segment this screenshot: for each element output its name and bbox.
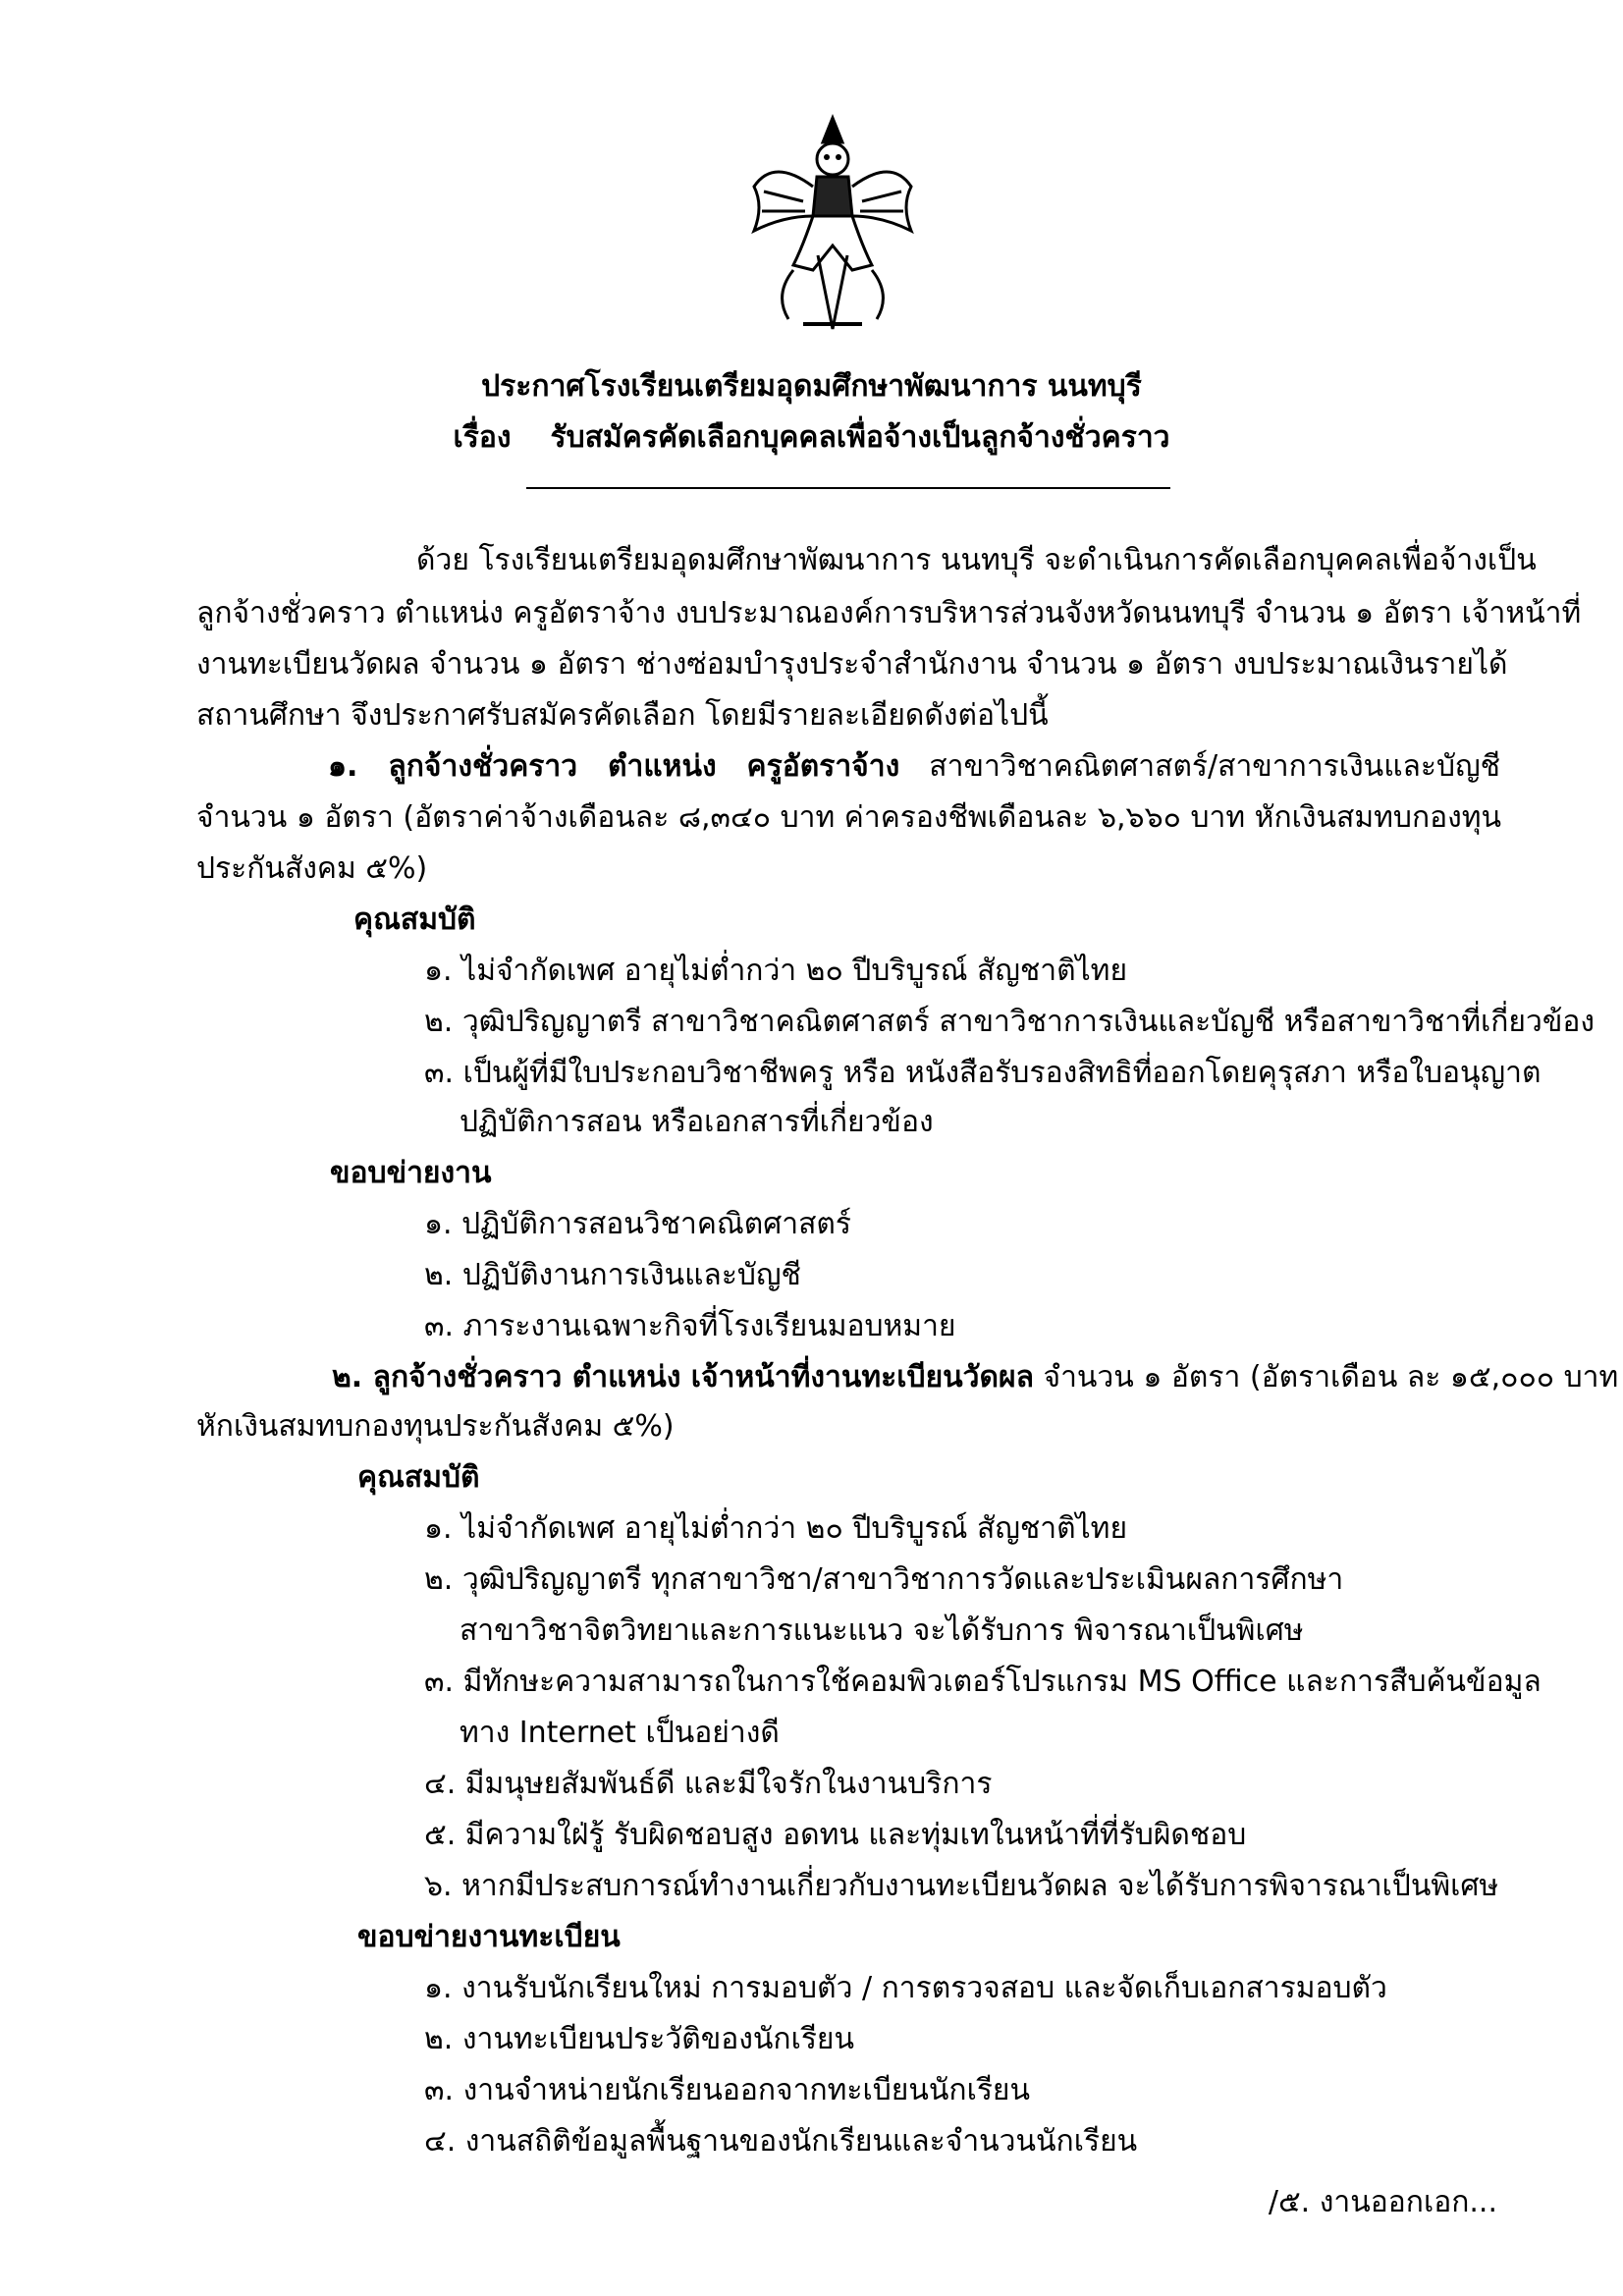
section2-heading-rest: จำนวน ๑ อัตรา (อัตราเดือน ละ ๑๕,๐๐๐ บาท xyxy=(1043,1360,1619,1394)
section1-scope-heading: ขอบข่ายงาน xyxy=(330,1156,492,1190)
section1-qualifications-heading: คุณสมบัติ xyxy=(353,902,476,937)
list-item: ๑. ปฏิบัติการสอนวิชาคณิตศาสตร์ xyxy=(424,1207,852,1241)
page-continuation: /๕. งานออกเอก... xyxy=(1268,2185,1497,2219)
section1-heading-rest: สาขาวิชาคณิตศาสตร์/สาขาการเงินและบัญชี xyxy=(929,749,1500,784)
intro-line: งานทะเบียนวัดผล จำนวน ๑ อัตรา ช่างซ่อมบำรุงประจำสำนักงาน จำนวน ๑ อัตรา งบประมาณเงินรายได้ xyxy=(196,647,1508,682)
section2-heading-bold: ๒. ลูกจ้างชั่วคราว ตำแหน่ง เจ้าหน้าที่งานทะเบียนวัดผล xyxy=(332,1360,1034,1394)
list-item: ๒. วุฒิปริญญาตรี ทุกสาขาวิชา/สาขาวิชาการวัดและประเมินผลการศึกษา xyxy=(424,1562,1344,1597)
subject-label: เรื่อง xyxy=(453,420,512,455)
list-item-continuation: ปฏิบัติการสอน หรือเอกสารที่เกี่ยวข้อง xyxy=(460,1105,934,1139)
section2-heading xyxy=(332,1353,1619,1402)
subject-text: รับสมัครคัดเลือกบุคคลเพื่อจ้างเป็นลูกจ้างชั่วคราว xyxy=(550,420,1170,455)
intro-line: สถานศึกษา จึงประกาศรับสมัครคัดเลือก โดยมีรายละเอียดดังต่อไปนี้ xyxy=(196,698,1049,733)
intro-line: ด้วย โรงเรียนเตรียมอุดมศึกษาพัฒนาการ นนทบุรี จะดำเนินการคัดเลือกบุคคลเพื่อจ้างเป็น xyxy=(416,543,1537,577)
section1-rate-line: ประกันสังคม ๕%) xyxy=(196,851,428,886)
list-item: ๖. หากมีประสบการณ์ทำงานเกี่ยวกับงานทะเบียนวัดผล จะได้รับการพิจารณาเป็นพิเศษ xyxy=(424,1869,1499,1903)
announcement-title: ประกาศโรงเรียนเตรียมอุดมศึกษาพัฒนาการ นนทบุรี xyxy=(481,369,1142,404)
list-item: ๒. งานทะเบียนประวัติของนักเรียน xyxy=(424,2022,855,2056)
section1-heading xyxy=(328,742,1500,792)
list-item: ๑. ไม่จำกัดเพศ อายุไม่ต่ำกว่า ๒๐ ปีบริบูรณ์ สัญชาติไทย xyxy=(424,954,1128,988)
list-item: ๓. ภาระงานเฉพาะกิจที่โรงเรียนมอบหมาย xyxy=(424,1309,956,1343)
list-item: ๑. ไม่จำกัดเพศ อายุไม่ต่ำกว่า ๒๐ ปีบริบูรณ์ สัญชาติไทย xyxy=(424,1511,1128,1546)
section2-scope-heading: ขอบข่ายงานทะเบียน xyxy=(357,1920,621,1954)
list-item: ๓. เป็นผู้ที่มีใบประกอบวิชาชีพครู หรือ หนังสือรับรองสิทธิที่ออกโดยคุรุสภา หรือใบอนุญาต xyxy=(424,1056,1542,1090)
announcement-subject xyxy=(0,412,1623,464)
section1-heading-bold: ๑. ลูกจ้างชั่วคราว ตำแหน่ง ครูอัตราจ้าง xyxy=(328,749,900,784)
title-divider xyxy=(526,487,1170,489)
intro-line: ลูกจ้างชั่วคราว ตำแหน่ง ครูอัตราจ้าง งบประมาณองค์การบริหารส่วนจังหวัดนนทบุรี จำนวน ๑ อัตรา เจ้าหน้าที่ xyxy=(196,596,1582,630)
section2-rate-line: หักเงินสมทบกองทุนประกันสังคม ๕%) xyxy=(196,1409,675,1444)
list-item: ๑. งานรับนักเรียนใหม่ การมอบตัว / การตรวจสอบ และจัดเก็บเอกสารมอบตัว xyxy=(424,1971,1387,2005)
list-item-continuation: สาขาวิชาจิตวิทยาและการแนะแนว จะได้รับการ พิจารณาเป็นพิเศษ xyxy=(460,1613,1304,1648)
list-item: ๕. มีความใฝ่รู้ รับผิดชอบสูง อดทน และทุ่มเทในหน้าที่ที่รับผิดชอบ xyxy=(424,1818,1247,1852)
section1-rate-line: จำนวน ๑ อัตรา (อัตราค่าจ้างเดือนละ ๘,๓๔๐ บาท ค่าครองชีพเดือนละ ๖,๖๖๐ บาท หักเงินสมทบกองทุน xyxy=(196,800,1502,835)
garuda-emblem-icon xyxy=(734,98,931,344)
list-item-continuation: ทาง Internet เป็นอย่างดี xyxy=(460,1716,780,1750)
list-item: ๓. งานจำหน่ายนักเรียนออกจากทะเบียนนักเรียน xyxy=(424,2073,1031,2107)
section2-qualifications-heading: คุณสมบัติ xyxy=(357,1460,480,1495)
list-item: ๔. งานสถิติข้อมูลพื้นฐานของนักเรียนและจำนวนนักเรียน xyxy=(424,2124,1138,2159)
list-item: ๔. มีมนุษยสัมพันธ์ดี และมีใจรักในงานบริการ xyxy=(424,1767,993,1801)
list-item: ๓. มีทักษะความสามารถในการใช้คอมพิวเตอร์โปรแกรม MS Office และการสืบค้นข้อมูล xyxy=(424,1665,1542,1699)
list-item: ๒. วุฒิปริญญาตรี สาขาวิชาคณิตศาสตร์ สาขาวิชาการเงินและบัญชี หรือสาขาวิชาที่เกี่ยวข้อง xyxy=(424,1005,1596,1039)
list-item: ๒. ปฏิบัติงานการเงินและบัญชี xyxy=(424,1258,801,1292)
